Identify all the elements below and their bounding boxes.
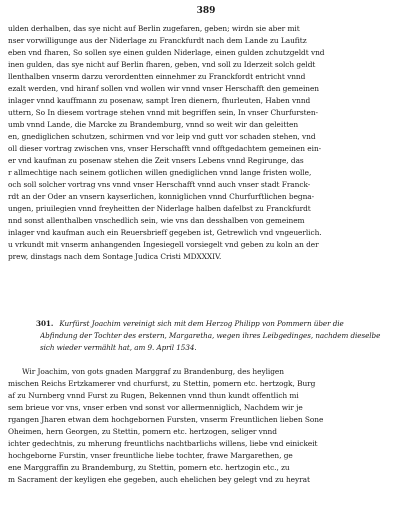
text-line: er vnd kaufman zu posenaw stehen die Zeit vnsers Lebens vnnd Regirunge, das xyxy=(8,156,304,165)
heading-text: Kurfürst Joachim vereinigt sich mit dem Herzog Philipp von Pommern über die xyxy=(59,319,344,328)
page-number: 389 xyxy=(196,6,216,16)
text-line: ichter gedechtnis, zu mherung freuntlichs nachtbarlichs willens, liebe vnd einickeit xyxy=(8,439,318,448)
heading-line xyxy=(36,318,404,330)
text-line: hochgeborne Furstin, vnser freuntliche liebe tochter, frawe Margarethen, ge xyxy=(8,451,293,460)
text-line: m Sacrament der keyligen ehe gegeben, auch ehelichen bey gelegt vnd zu heyrat xyxy=(8,475,310,484)
text-line: ezalt werden, vnd hiranf sollen vnd wollen wir vnnd vnser Herschafft den gemeinen xyxy=(8,84,320,93)
text-line: oll dieser vortrag zwischen vns, vnser Herschafft vnnd offtgedachtem gemeinen ein- xyxy=(8,144,322,153)
text-line: inlager vnnd kauffmann zu posenaw, sampt Iren dienern, fhurleuten, Haben vnnd xyxy=(8,96,311,105)
text-line: nnd sonst allenthalben vnschedlich sein, wie vns dan desshalben von gemeinem xyxy=(8,216,305,225)
document-number: 301. xyxy=(36,319,54,328)
text-line: inlager vnd kaufman auch ein Reuersbrieff gegeben ist, Getrewlich vnd vngeuerlich. xyxy=(8,228,322,237)
text-line: af zu Nurnberg vnnd Furst zu Rugen, Bekennen vnnd thun kundt offentlich mi xyxy=(8,391,299,400)
text-line: Oheimen, hern Georgen, zu Stettin, pomern etc. hertzogen, seliger vnnd xyxy=(8,427,277,436)
text-line: en, gnediglichen schutzen, schirmen vnd vor leip vnd gutt vor schaden stehen, vnd xyxy=(8,132,316,141)
text-line: prew, dinstags nach dem Sontage Judica Cristi MDXXXIV. xyxy=(8,252,222,261)
text-line: sem brieue vor vns, vnser erben vnd sonst vor allermenniglich, Nachdem wir je xyxy=(8,403,303,412)
text-line: ungen, priuilegien vnnd freyheitten der Niderlage halben dafelbst zu Franckfurdt xyxy=(8,204,311,213)
heading-line: Abfindung der Tochter des erstern, Margaretha, wegen ihres Leibgedinges, nachdem dieselbe xyxy=(40,331,381,340)
text-line: mischen Reichs Ertzkamerer vnd churfurst, zu Stettin, pomern etc. hertzogk, Burg xyxy=(8,379,316,388)
text-line: u vrkundt mit vnserm anhangenden Ingesiegell vorsiegelt vnd geben zu koln an der xyxy=(8,240,319,249)
text-line: Wir Joachim, von gots gnaden Marggraf zu Brandenburg, des heyligen xyxy=(22,367,284,376)
text-line: uttern, So In diesem vortrage stehen vnnd mit begriffen sein, In vnser Churfursten- xyxy=(8,108,318,117)
text-line: rgangen Jharen etwan dem hochgebornen Fursten, vnserm Freuntlichen lieben Sone xyxy=(8,415,324,424)
text-line: nser vorwilligunge aus der Niderlage zu Franckfurdt nach dem Lande zu Laufitz xyxy=(8,36,307,45)
text-line: umb vnnd Lande, die Marcke zu Brandemburg, vnnd so weit wir dan geleitten xyxy=(8,120,299,129)
text-line: inen gulden, das sye nicht auf Berlin fharen, geben, vnd soll zu Iderzeit solch geldt xyxy=(8,60,316,69)
text-line: ulden derhalben, das sye nicht auf Berlin zugefaren, geben; wirdn sie aber mit xyxy=(8,24,300,33)
text-line: eben vnd fharen, So sollen sye einen gulden Niderlage, einen gulden zchutzgeldt vnd xyxy=(8,48,325,57)
text-line: rdt an der Oder an vnsern kayserlichen, konniglichen vnnd Churfurftlichen begna- xyxy=(8,192,315,201)
heading-line: sich wieder vermählt hat, am 9. April 1534. xyxy=(40,343,197,352)
text-line: llenthalben vnserm darzu verordentten einnehmer zu Franckfordt entricht vnnd xyxy=(8,72,306,81)
text-line: ene Marggraffin zu Brandemburg, zu Stettin, pomern etc. hertzogin etc., zu xyxy=(8,463,290,472)
text-line: r allmechtige nach seinem gotlichen willen gnediglichen vnnd lange fristen wolle, xyxy=(8,168,312,177)
text-line: och soll solcher vortrag vns vnnd vnser Herschafft vnnd auch vnser stadt Franck- xyxy=(8,180,311,189)
